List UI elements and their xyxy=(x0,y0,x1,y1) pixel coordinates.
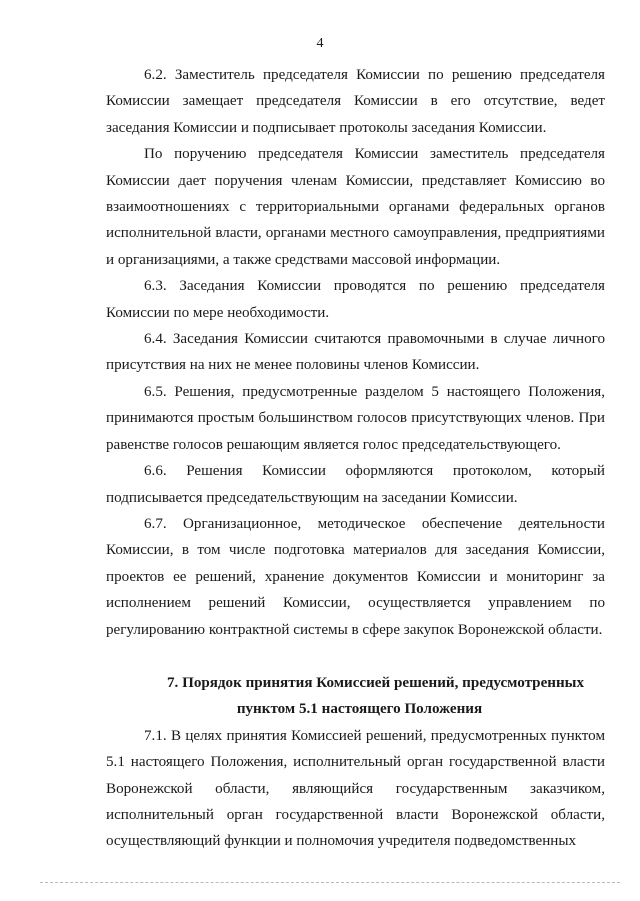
section-6-paragraph xyxy=(106,326,605,379)
text-line: равенстве голосов решающим является голос председательствующего. xyxy=(106,436,561,453)
text-line: подписывается председательствующим на заседании Комиссии. xyxy=(106,489,518,506)
section-6-paragraph xyxy=(106,511,605,643)
section-7-paragraphs xyxy=(106,723,605,855)
text-line: проектов ее решений, хранение документов Комиссии и мониторинг за xyxy=(106,568,605,585)
text-line: 6.3. Заседания Комиссии проводятся по решению председателя xyxy=(144,278,605,295)
section-6-paragraph xyxy=(106,273,605,326)
text-line: исполнением решений Комиссии, осуществляется управлением по xyxy=(106,595,605,612)
section-6-paragraphs xyxy=(106,62,605,643)
section-heading-line-1: 7. Порядок принятия Комиссией решений, предусмотренных xyxy=(166,674,585,691)
text-line: 6.6. Решения Комиссии оформляются протоколом, который xyxy=(144,463,605,480)
section-6-paragraph xyxy=(106,379,605,458)
section-heading-line-2: пунктом 5.1 настоящего Положения xyxy=(236,701,483,718)
section-6-paragraph xyxy=(106,141,605,273)
text-line: 7.1. В целях принятия Комиссией решений, предусмотренных пунктом xyxy=(144,727,605,744)
text-line: исполнительный орган государственной власти Воронежской области, xyxy=(106,806,605,823)
text-line: 6.7. Организационное, методическое обеспечение деятельности xyxy=(144,515,605,532)
text-line: Комиссии, в том числе подготовка материалов для заседания Комиссии, xyxy=(106,542,605,559)
section-6-paragraph xyxy=(106,458,605,511)
text-line: По поручению председателя Комиссии заместитель председателя xyxy=(144,146,605,163)
text-line: присутствия на них не менее половины членов Комиссии. xyxy=(106,357,480,374)
text-line: исполнительной власти, органами местного самоуправления, предприятиями xyxy=(106,225,605,242)
section-7-paragraph xyxy=(106,723,605,855)
text-line: осуществляющий функции и полномочия учредителя подведомственных xyxy=(106,833,577,850)
text-line: 6.4. Заседания Комиссии считаются правомочными в случае личного xyxy=(144,331,605,348)
document-body xyxy=(106,62,605,855)
text-line: Комиссии замещает председателя Комиссии в его отсутствие, ведет xyxy=(106,93,605,110)
text-line: заседания Комиссии и подписывает протоколы заседания Комиссии. xyxy=(106,119,547,136)
text-line: Комиссии по мере необходимости. xyxy=(106,304,330,321)
text-line: и организациями, а также средствами массовой информации. xyxy=(106,251,501,268)
text-line: взаимоотношениях с территориальными органами федеральных органов xyxy=(106,199,605,216)
text-line: 5.1 настоящего Положения, исполнительный орган государственной власти xyxy=(106,754,605,771)
page-number: 4 xyxy=(316,36,324,51)
text-line: принимаются простым большинством голосов присутствующих членов. При xyxy=(106,410,605,427)
text-line: 6.2. Заместитель председателя Комиссии по решению председателя xyxy=(144,67,605,83)
section-6-paragraph xyxy=(106,62,605,141)
text-line: Воронежской области, являющийся государственным заказчиком, xyxy=(106,780,605,797)
text-line: 6.5. Решения, предусмотренные разделом 5 настоящего Положения, xyxy=(144,383,605,400)
section-heading xyxy=(106,670,605,723)
text-line: Комиссии дает поручения членам Комиссии, представляет Комиссию во xyxy=(106,172,605,189)
text-line: регулированию контрактной системы в сфере закупок Воронежской области. xyxy=(106,621,603,638)
page-bottom-divider xyxy=(40,882,620,883)
